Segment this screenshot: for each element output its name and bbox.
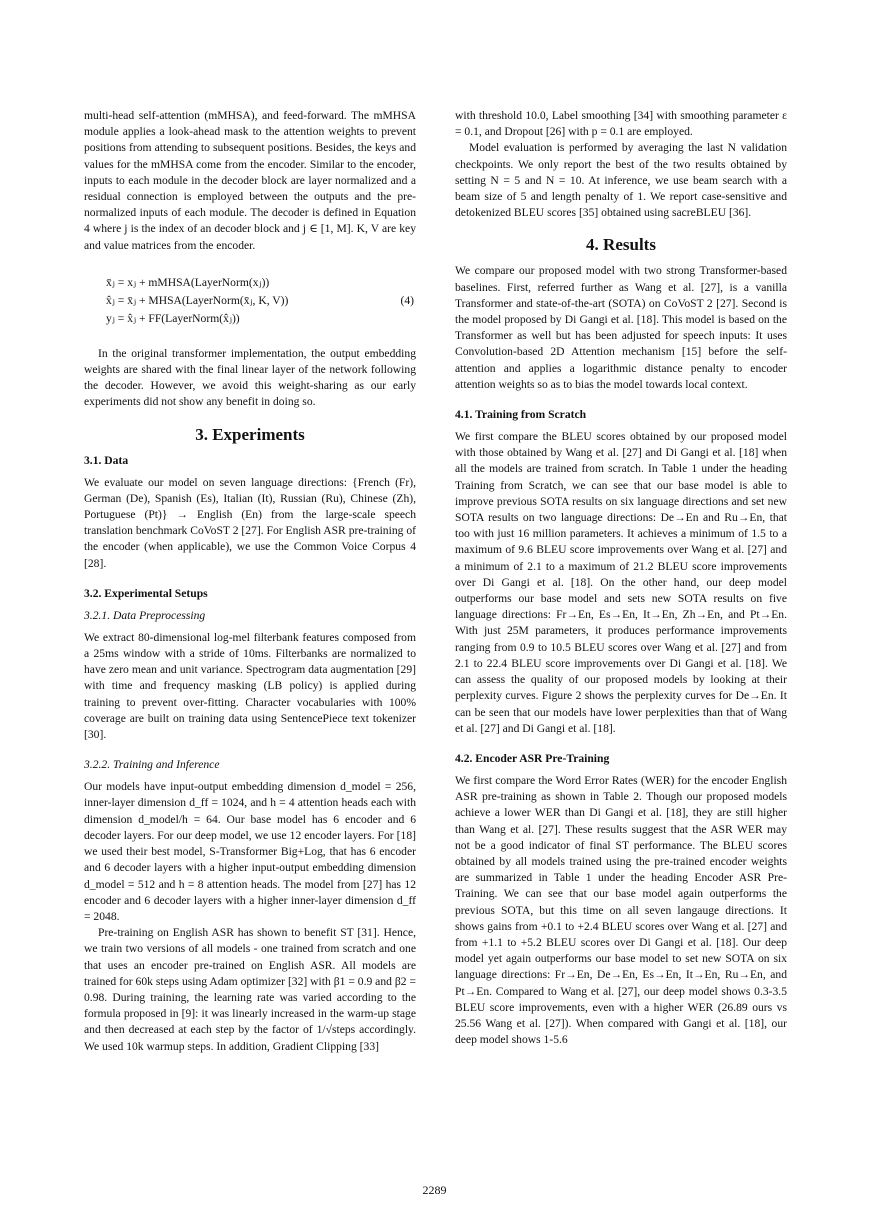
paragraph-training-from-scratch: We first compare the BLEU scores obtained by our proposed model with those obtained by Wang et al. [27] and Di Gangi et al. [18] when all the models are trained from scratch. In Table 1 under the heading Training from Scratch, we can see that our base model is able to improve previous SOTA results on six language directions and set new SOTA results on two language directions: De→En and Ru→En, that too with just 16 million parameters. It achieves a minimum of 1.5 to a maximum of 9.6 BLEU score improvements over Wang et al. [27] and a minimum of 2.1 to a maximum of 21.2 BLEU score improvements over Di Gangi et al. [18]. On the other hand, our deep model outperforms our base model and sets new SOTA results on five language directions: Fr→En, Es→En, It→En, Zh→En, and Pt→En. With just 25M parameters, it produces performance improvements ranging from 0.9 to 10.5 BLEU scores over Wang et al. [27] and from 2.1 to 22.4 BLEU score improvements over Di Gangi et al. [18]. We can assess the quality of our proposed models by looking at their perplexity curves. Figure 2 shows the perplexity curves for De→En. It can be seen that our models have lower perplexities than that of Wang et al. [27] and Di Gangi et al. [18].	[455, 430, 787, 735]
section-title-experiments: 3. Experiments	[195, 424, 305, 444]
paragraph-regularization: with threshold 10.0, Label smoothing [34] with smoothing parameter ε = 0.1, and Dropout [26] with p = 0.1 are employed.	[455, 109, 787, 139]
page-number: 2289	[422, 1183, 447, 1197]
subsection-title-data: 3.1. Data	[84, 453, 129, 467]
subsection-title-encoder-asr-pretraining: 4.2. Encoder ASR Pre-Training	[455, 751, 610, 765]
equation-line-2: x̂ⱼ = x̄ⱼ + MHSA(LayerNorm(x̄ⱼ, K, V))	[106, 293, 289, 307]
paragraph-model-evaluation: Model evaluation is performed by averaging the last N validation checkpoints. We only report the best of the two results obtained by setting N = 5 and N = 10. At inference, we use beam search with a beam size of 5 and length penalty of 1. We report case-sensitive and detokenized BLEU scores [35] obtained using sacreBLEU [36].	[455, 141, 787, 220]
paragraph-decoder-description: multi-head self-attention (mMHSA), and feed-forward. The mMHSA module applies a look-ahead mask to the attention weights to prevent positions from attending to subsequent positions. Besides, the keys and values for the mMHSA come from the encoder. Similar to the encoder, inputs to each module in the decoder block are layer normalized and a residual connection is employed between the outputs and the pre-normalized inputs of each module. The decoder is defined in Equation 4 where j is the index of an decoder block and j ∈ [1, M]. K, V are key and value matrices from the encoder.	[84, 109, 416, 252]
paragraph-pretraining: Pre-training on English ASR has shown to benefit ST [31]. Hence, we train two versions of all models - one trained from scratch and one that uses an encoder pre-trained on English ASR. All models are trained for 60k steps using Adam optimizer [32] with β1 = 0.9 and β2 = 0.98. During training, the learning rate was varied according to the formula proposed in [9]: it was linearly increased in the warm-up stage and then decreased at each step by the factor of 1/√steps accordingly. We used 10k warmup steps. In addition, Gradient Clipping [33]	[84, 926, 416, 1053]
subsubsection-title-training-inference: 3.2.2. Training and Inference	[84, 758, 220, 772]
equation-4	[84, 274, 416, 328]
subsection-title-training-from-scratch: 4.1. Training from Scratch	[455, 408, 587, 422]
paragraph-baselines: We compare our proposed model with two strong Transformer-based baselines. First, referred further as Wang et al. [27], is a vanilla Transformer and state-of-the-art (SOTA) on CoVoST 2 [27]. Second is the model proposed by Di Gangi et al. [18]. This model is based on the Transformer as well but has been adjusted for speech inputs: It uses Convolution-based 2D Attention mechanism [15] before the self-attention and applies a logarithmic distance penalty to encoder attention weights so as to bias the model towards local context.	[455, 264, 787, 391]
subsubsection-title-data-preprocessing: 3.2.1. Data Preprocessing	[84, 608, 206, 622]
right-column	[455, 108, 787, 1048]
left-column	[84, 108, 416, 1055]
equation-line-1: x̄ⱼ = xⱼ + mMHSA(LayerNorm(xⱼ))	[106, 275, 270, 289]
paragraph-weight-sharing: In the original transformer implementation, the output embedding weights are shared with the final linear layer of the network following the decoder. However, we avoid this weight-sharing as our early experiments did not show any benefit in doing so.	[84, 346, 416, 409]
paragraph-data-preprocessing: We extract 80-dimensional log-mel filterbank features composed from a 25ms window with a stride of 10ms. Filterbanks are normalized to have zero mean and unit variance. Spectrogram data augmentation [29] with time and frequency masking (LB policy) is applied during training to prevent over-fitting. Character vocabularies with 100% coverage are built on training data using SentencePiece text tokenizer [30].	[84, 630, 416, 742]
subsection-title-experimental-setups: 3.2. Experimental Setups	[84, 586, 208, 600]
paragraph-encoder-asr-pretraining: We first compare the Word Error Rates (WER) for the encoder English ASR pre-training as shown in Table 2. Though our proposed models achieve a lower WER than Di Gangi et al. [18], they are still higher than Wang et al. [27]. These results suggest that the ASR WER may not be a good indicator of final ST performance. The BLEU scores obtained by all models trained using the pre-trained encoder weights are summarized in Table 1 under the heading Encoder ASR Pre-Training. We can see that our base model again outperforms the previous SOTA, but this time on all seven langauge directions. It shows gains from +0.1 to +2.4 BLEU scores over Wang et al. [27] and from +1.1 to +5.2 BLEU scores over Di Gangi et al. [18]. Our deep model yet again outperforms our base model to set new SOTA on six language directions: Fr→En, De→En, Es→En, It→En, Ru→En, and Pt→En. Compared to Wang et al. [27], our deep model shows 0.3-3.5 BLEU score improvements, even with a higher WER (26.89 ours vs 25.56 Wang et al. [27]). When compared with Gangi et al. [18], our deep model shows 1-5.6	[455, 773, 787, 1047]
section-title-results: 4. Results	[586, 235, 656, 255]
equation-line-3: yⱼ = x̂ⱼ + FF(LayerNorm(x̂ⱼ))	[106, 311, 240, 325]
paragraph-model-dimensions: Our models have input-output embedding dimension d_model = 256, inner-layer dimension d_ff = 1024, and h = 4 attention heads each with dimension d_model/h = 64. Our base model has 6 encoder and 6 decoder layers. For our deep model, we use 12 encoder layers. For [18] we used their best model, S-Transformer Big+Log, that has 6 encoder and 6 decoder layers with a higher input-output embedding dimension d_model = 512 and h = 8 attention heads. The model from [27] has 12 encoder and 6 decoder layers with a higher inner-layer dimension d_ff = 2048.	[84, 780, 416, 923]
equation-number: (4)	[400, 293, 414, 307]
paragraph-data: We evaluate our model on seven language directions: {French (Fr), German (De), Spanish (Es), Italian (It), Russian (Ru), Chinese (Zh), Portuguese (Pt)} → English (En) from the large-scale speech translation benchmark CoVoST 2 [27]. For English ASR pre-training of the encoder (when applicable), we use the Common Voice Corpus 4 [28].	[84, 475, 416, 570]
